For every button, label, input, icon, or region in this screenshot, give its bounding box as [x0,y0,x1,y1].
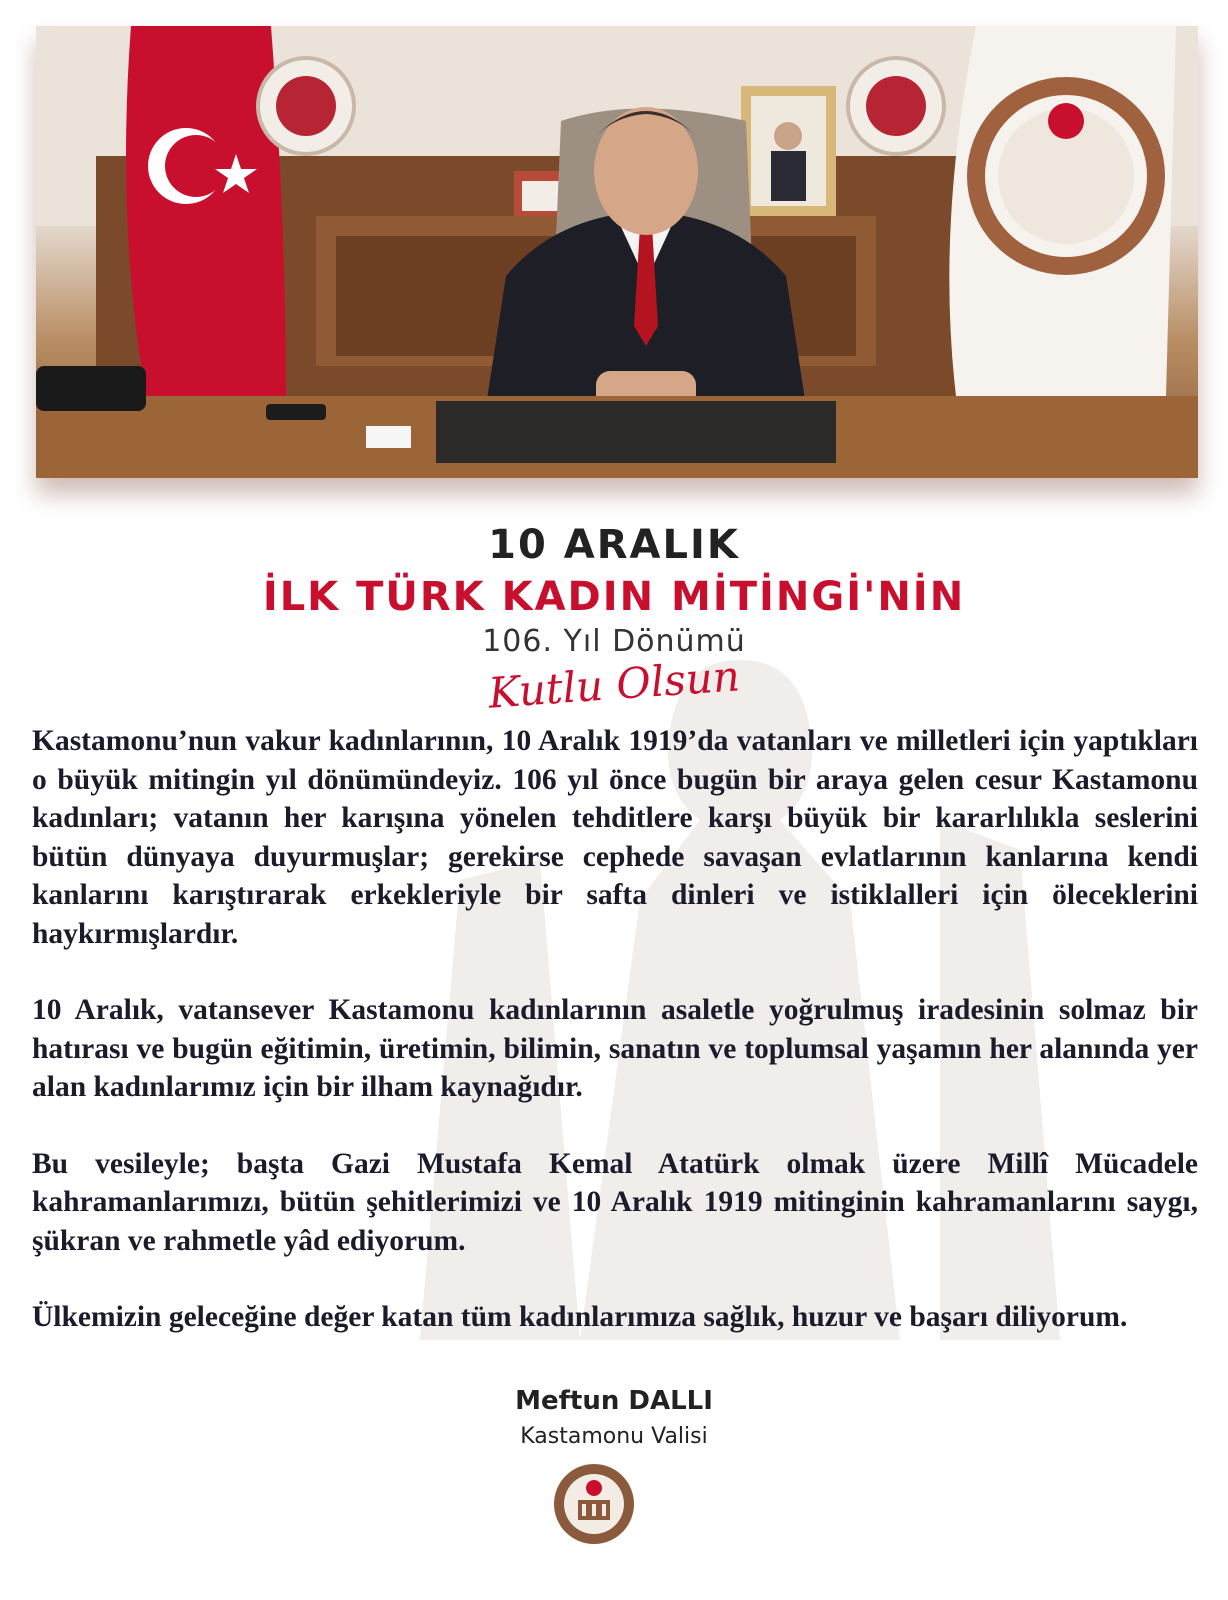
headline-date: 10 ARALIK [488,522,740,568]
headline-event: İLK TÜRK KADIN MİTİNGİ'NİN [262,574,966,620]
headline-anniversary: 106. Yıl Dönümü [482,624,746,659]
governor-photo [36,26,1198,478]
signer-title: Kastamonu Valisi [520,1424,708,1449]
kastamonu-valiligi-seal-icon [552,1462,636,1546]
turkish-flag [126,26,286,396]
paragraph-2: 10 Aralık, vatansever Kastamonu kadınlarının asaletle yoğrulmuş iradesinin solmaz bir hatırası ve bugün eğitimin, üretimin, bilimin, sanatın ve toplumsal yaşamın her alanında yer alan kadınlarımız için bir ilham kaynağıdır. [32,994,1198,1103]
paragraph-1: Kastamonu’nun vakur kadınlarının, 10 Aralık 1919’da vatanları ve milletleri için yaptıkları o büyük mitingin yıl dönümündeyiz. 106 yıl önce bugün bir araya gelen cesur Kastamonu kadınları; vatanın her karışına yönelen tehditlere karşı büyük bir kararlılıkla seslerini bütün dünyaya duyurmuşlar; gerekirse cephede savaşan evlatlarının kanlarına kendi kanlarını karıştırarak erkekleriyle bir safta dinleri ve istiklalleri için öleceklerini haykırmışlardır. [32,725,1198,950]
office-scene-illustration [36,26,1198,478]
paragraph-3: Bu vesileyle; başta Gazi Mustafa Kemal Atatürk olmak üzere Millî Mücadele kahramanlarımızı, bütün şehitlerimizi ve 10 Aralık 1919 mitinginin kahramanlarını saygı, şükran ve rahmetle yâd ediyorum. [32,1147,1198,1257]
message-body [32,722,1198,1375]
paragraph-4: Ülkemizin geleceğine değer katan tüm kadınlarımıza sağlık, huzur ve başarı diliyorum. [32,1301,1128,1333]
signer-name: Meftun DALLI [515,1386,713,1416]
headline-greeting: Kutlu Olsun [486,651,742,718]
